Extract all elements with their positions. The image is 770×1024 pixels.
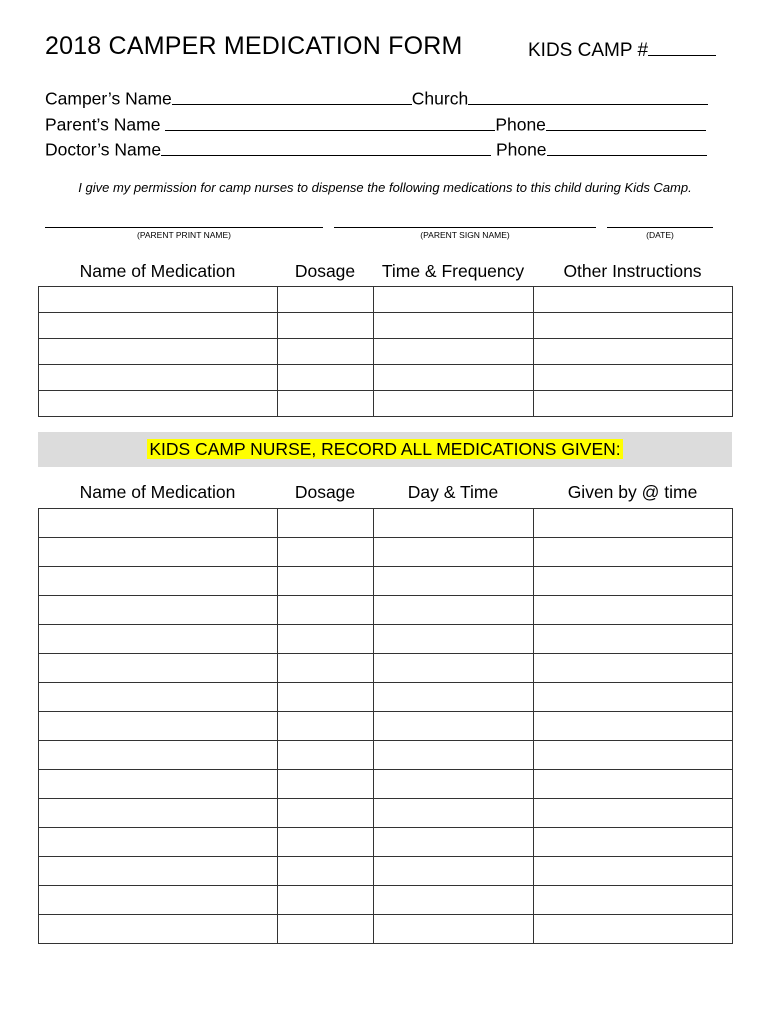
given-by-cell[interactable]	[534, 538, 733, 567]
medication-name-cell[interactable]	[39, 654, 278, 683]
dosage-cell[interactable]	[278, 391, 374, 417]
day-time-cell[interactable]	[374, 886, 534, 915]
table-row	[39, 857, 733, 886]
date-label: (DATE)	[646, 230, 674, 240]
table-row	[39, 365, 733, 391]
given-by-cell[interactable]	[534, 886, 733, 915]
medication-name-cell[interactable]	[39, 509, 278, 538]
day-time-cell[interactable]	[374, 799, 534, 828]
medication-name-cell[interactable]	[39, 683, 278, 712]
table-row	[39, 625, 733, 654]
column-header-time-frequency: Time & Frequency	[381, 261, 525, 281]
table-row	[39, 828, 733, 857]
given-by-cell[interactable]	[534, 683, 733, 712]
dosage-cell[interactable]	[278, 799, 374, 828]
other-instructions-cell[interactable]	[534, 391, 733, 417]
doctor-phone-field[interactable]	[547, 138, 707, 156]
table-row	[39, 339, 733, 365]
nurse-section-banner	[38, 432, 732, 467]
given-by-cell[interactable]	[534, 654, 733, 683]
dosage-cell[interactable]	[278, 886, 374, 915]
dosage-cell[interactable]	[278, 770, 374, 799]
doctors-name-row	[45, 138, 707, 161]
given-by-cell[interactable]	[534, 567, 733, 596]
table-row	[39, 287, 733, 313]
time-frequency-cell[interactable]	[374, 339, 534, 365]
medication-name-cell[interactable]	[39, 391, 278, 417]
day-time-cell[interactable]	[374, 741, 534, 770]
column-header-other-instructions: Other Instructions	[563, 261, 702, 281]
table-row	[39, 915, 733, 944]
parent-phone-field[interactable]	[546, 113, 706, 131]
table-row	[39, 683, 733, 712]
dosage-cell[interactable]	[278, 625, 374, 654]
day-time-cell[interactable]	[374, 538, 534, 567]
dosage-cell[interactable]	[278, 596, 374, 625]
kids-camp-number-label: KIDS CAMP #	[528, 40, 649, 62]
given-by-cell[interactable]	[534, 596, 733, 625]
dosage-cell[interactable]	[278, 828, 374, 857]
table-row	[39, 313, 733, 339]
medication-name-cell[interactable]	[39, 313, 278, 339]
kids-camp-number	[528, 37, 716, 62]
medication-name-cell[interactable]	[39, 567, 278, 596]
time-frequency-cell[interactable]	[374, 391, 534, 417]
table-row	[39, 712, 733, 741]
column-header-dosage: Dosage	[294, 261, 356, 281]
parents-name-field[interactable]	[165, 113, 495, 131]
day-time-cell[interactable]	[374, 915, 534, 944]
column-header-dosage: Dosage	[294, 482, 356, 502]
church-label: Church	[411, 88, 469, 109]
other-instructions-cell[interactable]	[534, 339, 733, 365]
given-by-cell[interactable]	[534, 915, 733, 944]
dosage-cell[interactable]	[278, 712, 374, 741]
given-by-cell[interactable]	[534, 770, 733, 799]
church-field[interactable]	[468, 87, 708, 105]
parent-sign-name-line[interactable]	[334, 227, 596, 228]
kids-camp-number-field[interactable]	[648, 37, 716, 56]
column-header-day-time: Day & Time	[407, 482, 499, 502]
parent-print-name-line[interactable]	[45, 227, 323, 228]
table-row	[39, 799, 733, 828]
medication-name-cell[interactable]	[39, 886, 278, 915]
campers-name-row	[45, 87, 708, 110]
given-by-cell[interactable]	[534, 509, 733, 538]
parents-name-row	[45, 113, 706, 136]
dosage-cell[interactable]	[278, 509, 374, 538]
table-row	[39, 538, 733, 567]
other-instructions-cell[interactable]	[534, 313, 733, 339]
nurse-records-table	[38, 508, 733, 944]
table-row	[39, 770, 733, 799]
day-time-cell[interactable]	[374, 828, 534, 857]
table-row	[39, 567, 733, 596]
medication-name-cell[interactable]	[39, 770, 278, 799]
medication-name-cell[interactable]	[39, 339, 278, 365]
medication-name-cell[interactable]	[39, 915, 278, 944]
table-row	[39, 886, 733, 915]
medication-name-cell[interactable]	[39, 828, 278, 857]
table-row	[39, 596, 733, 625]
given-by-cell[interactable]	[534, 828, 733, 857]
day-time-cell[interactable]	[374, 596, 534, 625]
medication-name-cell[interactable]	[39, 538, 278, 567]
day-time-cell[interactable]	[374, 509, 534, 538]
time-frequency-cell[interactable]	[374, 365, 534, 391]
nurse-banner-text: KIDS CAMP NURSE, RECORD ALL MEDICATIONS GIVEN:	[149, 439, 621, 459]
medication-name-cell[interactable]	[39, 596, 278, 625]
dosage-cell[interactable]	[278, 741, 374, 770]
column-header-given-by-time: Given by @ time	[567, 482, 698, 502]
given-by-cell[interactable]	[534, 712, 733, 741]
dosage-cell[interactable]	[278, 654, 374, 683]
other-instructions-cell[interactable]	[534, 365, 733, 391]
other-instructions-cell[interactable]	[534, 287, 733, 313]
dosage-cell[interactable]	[278, 339, 374, 365]
table-row	[39, 391, 733, 417]
time-frequency-cell[interactable]	[374, 287, 534, 313]
day-time-cell[interactable]	[374, 654, 534, 683]
parent-print-name-label: (PARENT PRINT NAME)	[137, 230, 231, 240]
parents-name-label: Parent’s Name	[45, 114, 161, 135]
dosage-cell[interactable]	[278, 313, 374, 339]
medication-name-cell[interactable]	[39, 799, 278, 828]
phone-label-doctor: Phone	[495, 139, 547, 160]
medication-name-cell[interactable]	[39, 365, 278, 391]
given-by-cell[interactable]	[534, 625, 733, 654]
column-header-medication-name: Name of Medication	[79, 482, 236, 502]
form-title: 2018 CAMPER MEDICATION FORM	[45, 32, 463, 60]
campers-name-label: Camper’s Name	[45, 88, 172, 109]
dosage-cell[interactable]	[278, 915, 374, 944]
dosage-cell[interactable]	[278, 567, 374, 596]
day-time-cell[interactable]	[374, 712, 534, 741]
table-row	[39, 741, 733, 770]
day-time-cell[interactable]	[374, 857, 534, 886]
medication-name-cell[interactable]	[39, 287, 278, 313]
given-by-cell[interactable]	[534, 857, 733, 886]
given-by-cell[interactable]	[534, 799, 733, 828]
day-time-cell[interactable]	[374, 770, 534, 799]
medication-name-cell[interactable]	[39, 625, 278, 654]
day-time-cell[interactable]	[374, 625, 534, 654]
medication-name-cell[interactable]	[39, 857, 278, 886]
parent-sign-name-label: (PARENT SIGN NAME)	[420, 230, 510, 240]
time-frequency-cell[interactable]	[374, 313, 534, 339]
medication-name-cell[interactable]	[39, 741, 278, 770]
given-by-cell[interactable]	[534, 741, 733, 770]
dosage-cell[interactable]	[278, 538, 374, 567]
doctors-name-field[interactable]	[161, 138, 491, 156]
permission-statement: I give my permission for camp nurses to dispense the following medications to this child during Kids Camp.	[78, 180, 692, 195]
medications-table	[38, 286, 733, 417]
date-line[interactable]	[607, 227, 713, 228]
table-row	[39, 509, 733, 538]
dosage-cell[interactable]	[278, 683, 374, 712]
column-header-medication-name: Name of Medication	[79, 261, 236, 281]
dosage-cell[interactable]	[278, 287, 374, 313]
dosage-cell[interactable]	[278, 365, 374, 391]
day-time-cell[interactable]	[374, 567, 534, 596]
medication-name-cell[interactable]	[39, 712, 278, 741]
table-row	[39, 654, 733, 683]
day-time-cell[interactable]	[374, 683, 534, 712]
dosage-cell[interactable]	[278, 857, 374, 886]
doctors-name-label: Doctor’s Name	[45, 139, 162, 160]
phone-label-parent: Phone	[495, 114, 546, 135]
campers-name-field[interactable]	[172, 87, 412, 105]
